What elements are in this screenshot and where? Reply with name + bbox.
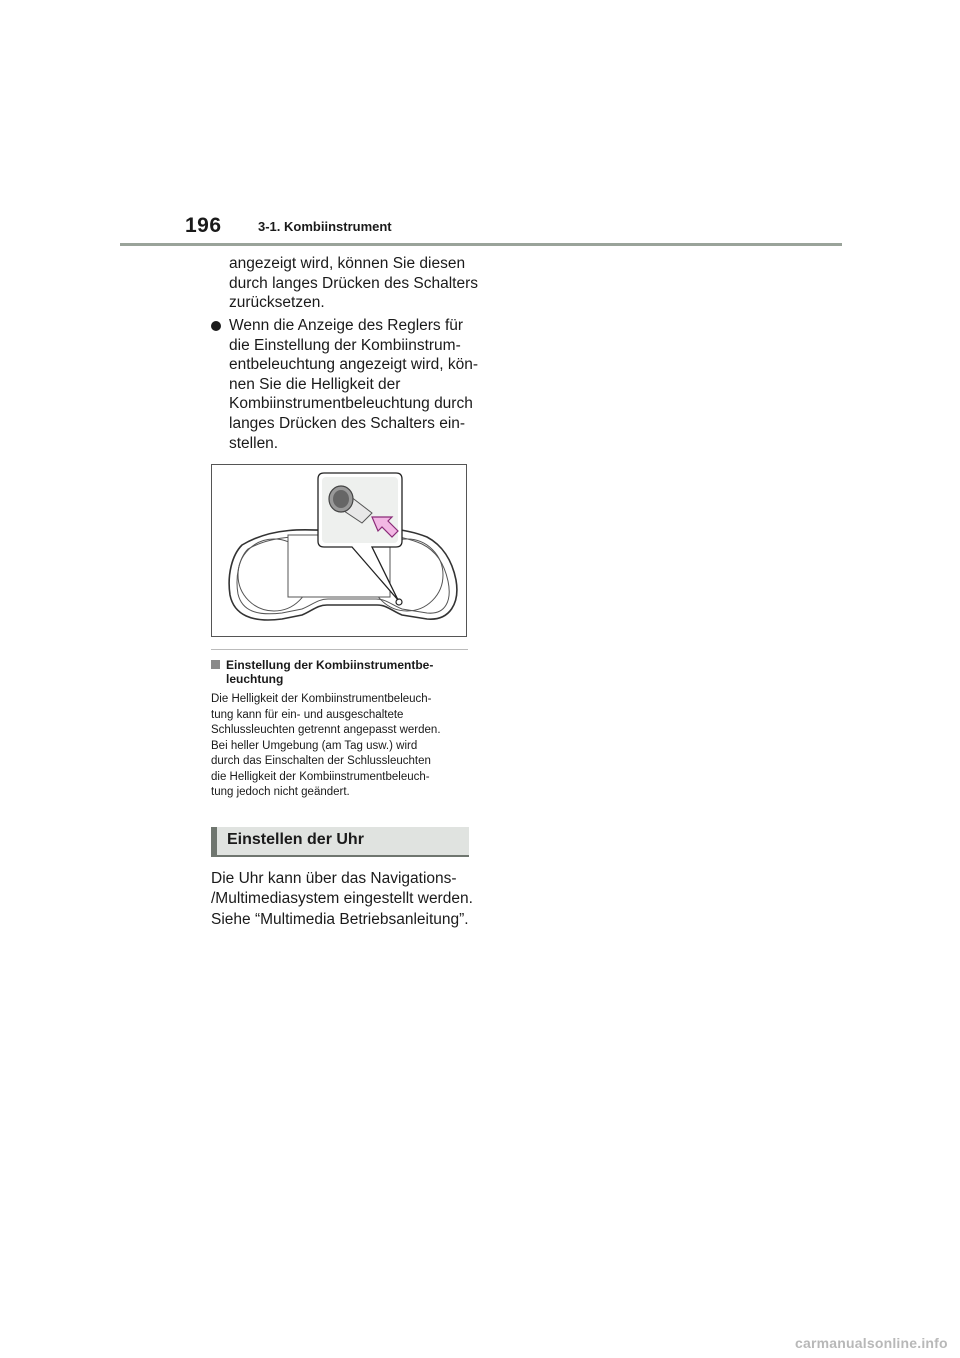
clock-section-band: [211, 827, 469, 857]
intro-line: zurücksetzen.: [229, 294, 325, 312]
square-marker-icon: [211, 660, 220, 669]
note-line: tung kann für ein- und ausgeschaltete: [211, 708, 404, 721]
note-heading: [211, 658, 473, 686]
clock-section-title: Einstellen der Uhr: [227, 831, 364, 848]
clock-line: Die Uhr kann über das Navigations-: [211, 870, 457, 887]
note-line: Schlussleuchten getrennt angepasst werden.: [211, 724, 441, 736]
note-line: Bei heller Umgebung (am Tag usw.) wird: [211, 739, 418, 752]
bullet-line: entbeleuchtung angezeigt wird, kön-: [229, 356, 479, 374]
bullet-text: [229, 316, 479, 453]
bullet-line: die Einstellung der Kombiinstrum-: [229, 336, 461, 354]
clock-line: /Multimediasystem eingestellt werden.: [211, 889, 473, 907]
bullet-line: langes Drücken des Schalters ein-: [229, 414, 466, 432]
intro-line: durch langes Drücken des Schalters: [229, 274, 478, 292]
note-body: [211, 692, 473, 801]
intro-paragraph: [229, 254, 478, 313]
bullet-line: Wenn die Anzeige des Reglers für: [229, 317, 464, 334]
bullet-line: stellen.: [229, 434, 279, 452]
note-divider: [211, 649, 468, 650]
note-line: tung jedoch nicht geändert.: [211, 786, 350, 798]
page-number: 196: [185, 214, 222, 237]
intro-line: angezeigt wird, können Sie diesen: [229, 255, 466, 272]
instrument-cluster-figure: [211, 464, 467, 637]
watermark: carmanualsonline.info: [795, 1335, 948, 1351]
note-heading-line: Einstellung der Kombiinstrumentbe-: [226, 658, 434, 672]
section-title: 3-1. Kombiinstrument: [258, 219, 392, 234]
note-heading-line: leuchtung: [226, 672, 284, 686]
clock-paragraph: [211, 869, 473, 908]
bullet-line: nen Sie die Helligkeit der: [229, 375, 401, 393]
note-line: durch das Einschalten der Schlussleuchten: [211, 755, 431, 767]
bullet-line: Kombiinstrumentbeleuchtung durch: [229, 395, 473, 413]
bullet-icon: [211, 321, 221, 331]
bullet-item: [211, 316, 479, 453]
note-line: die Helligkeit der Kombiinstrumentbeleuch-: [211, 770, 430, 783]
instrument-cluster-illustration: [212, 465, 466, 636]
note-line: Die Helligkeit der Kombiinstrumentbeleuch-: [211, 693, 432, 705]
header-rule: [120, 243, 842, 246]
manual-reference: Siehe “Multimedia Betriebsanleitung”.: [211, 911, 469, 928]
